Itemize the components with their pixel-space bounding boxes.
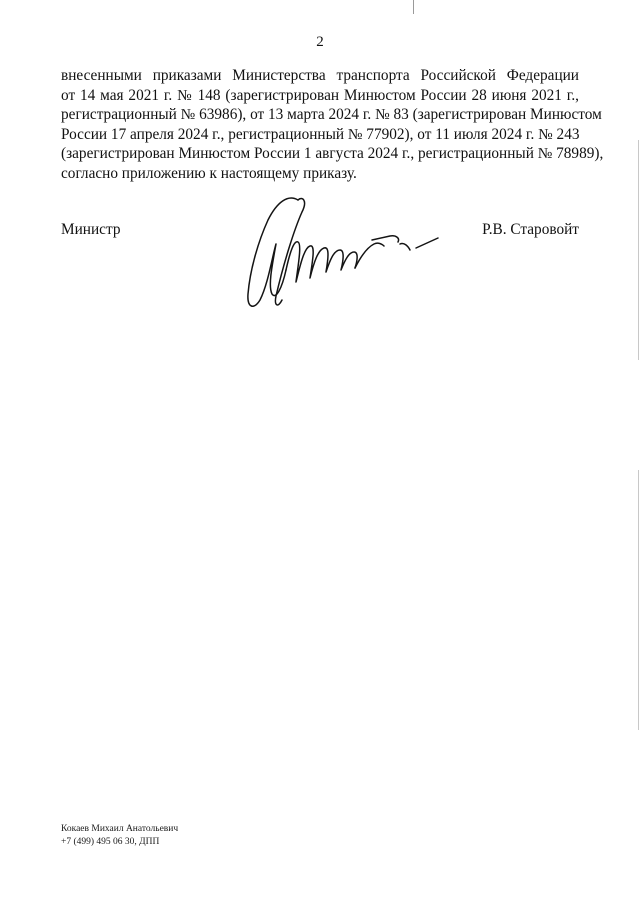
executor-name: Кокаев Михаил Анатольевич [61,824,179,834]
scan-edge-mark [413,0,414,14]
body-paragraph [61,66,604,184]
executor-info [61,823,178,848]
signatory-position: Министр [61,221,121,238]
body-line: внесенными приказами Министерства транспорта Российской Федерации [61,67,579,84]
body-line: (зарегистрирован Минюстом России 1 августа 2024 г., регистрационный № 78989), [61,145,604,163]
body-line: согласно приложению к настоящему приказу. [61,164,357,182]
body-line: регистрационный № 63986), от 13 марта 2024 г. № 83 (зарегистрирован Минюстом [61,106,602,124]
executor-contact: +7 (499) 495 06 30, ДПП [61,836,160,847]
scan-edge-mark [638,470,639,730]
body-line: России 17 апреля 2024 г., регистрационный № 77902), от 11 июля 2024 г. № 243 [61,125,580,143]
body-line: от 14 мая 2021 г. № 148 (зарегистрирован Минюстом России 28 июня 2021 г., [61,86,579,104]
scan-edge-mark [638,140,639,360]
page-number: 2 [316,34,324,50]
signatory-name: Р.В. Старовойт [482,221,579,238]
handwritten-signature-icon [232,192,442,314]
